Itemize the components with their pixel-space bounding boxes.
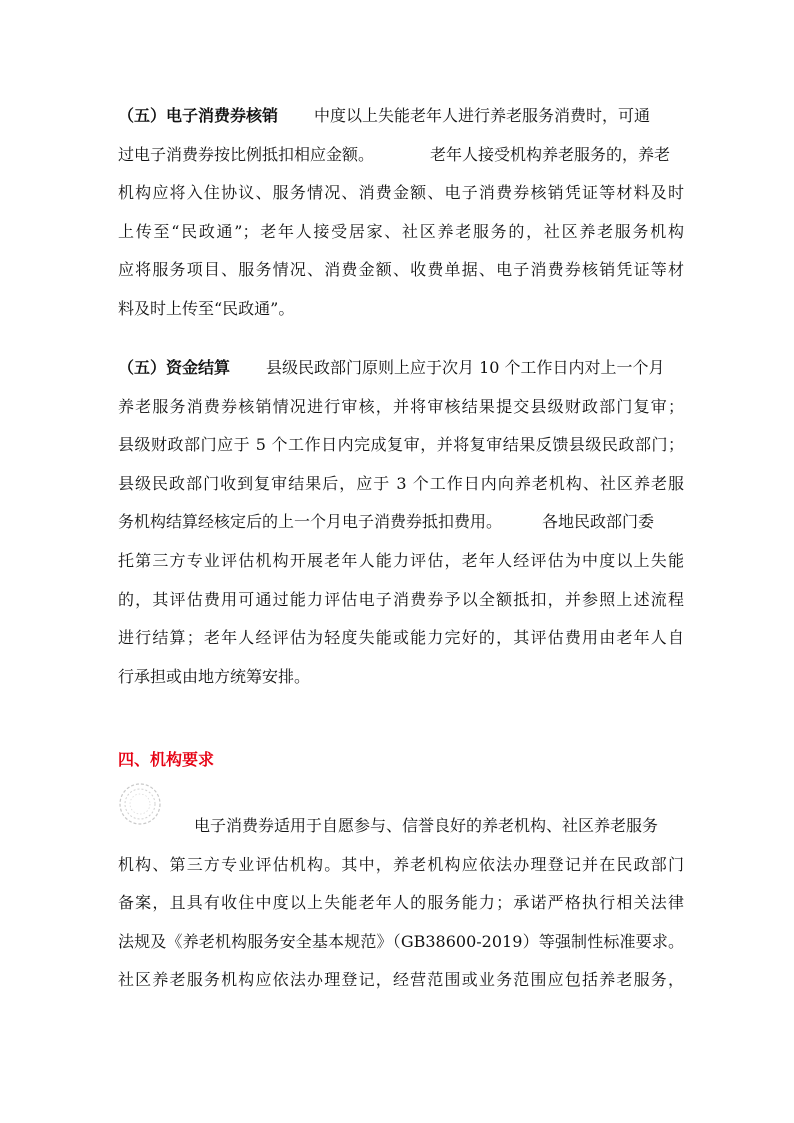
paragraph-line: 行承担或由地方统筹安排。 — [118, 666, 311, 686]
paragraph-line: 应将服务项目、服务情况、消费金额、收费单据、电子消费券核销凭证等材 — [118, 260, 684, 280]
paragraph-line — [118, 503, 684, 542]
text-span: 老年人接受机构养老服务的，养老 — [430, 144, 671, 164]
paragraph-line: 备案，且具有收住中度以上失能老年人的服务能力；承诺严格执行相关法律 — [118, 893, 684, 913]
text-span: 过电子消费券按比例抵扣相应金额。 — [118, 144, 375, 164]
paragraph-line: 县级财政部门应于 5 个工作日内完成复审，并将复审结果反馈县级民政部门； — [118, 435, 684, 455]
section-title: （五）电子消费券核销 — [118, 106, 279, 125]
section-institution-requirements — [118, 807, 684, 1000]
paragraph-line: 法规及《养老机构服务安全基本规范》（GB38600-2019）等强制性标准要求。 — [118, 931, 684, 951]
section-heading: 四、机构要求 — [118, 750, 215, 769]
paragraph-line: 机构应将入住协议、服务情况、消费金额、电子消费券核销凭证等材料及时 — [118, 183, 684, 203]
paragraph-line — [118, 349, 684, 388]
paragraph-line: 的，其评估费用可通过能力评估电子消费券予以全额抵扣，并参照上述流程 — [118, 589, 684, 609]
paragraph-line: 县级民政部门收到复审结果后，应于 3 个工作日内向养老机构、社区养老服 — [118, 473, 684, 493]
section-voucher-redemption — [118, 97, 684, 329]
section-fund-settlement — [118, 349, 684, 696]
text-span: 务机构结算经核定后的上一个月电子消费券抵扣费用。 — [118, 512, 503, 532]
text-span: 中度以上失能老年人进行养老服务消费时，可通 — [314, 106, 651, 125]
section-title: （五）资金结算 — [118, 358, 231, 377]
text-span: 电子消费券适用于自愿参与、信誉良好的养老机构、社区养老服务 — [194, 816, 659, 835]
text-span: 各地民政部门委 — [542, 512, 655, 532]
text-span: 县级民政部门原则上应于次月 10 个工作日内对上一个月 — [266, 358, 665, 377]
paragraph-line — [118, 807, 684, 846]
paragraph-line: 机构、第三方专业评估机构。其中，养老机构应依法办理登记并在民政部门 — [118, 854, 684, 874]
paragraph-line: 进行结算；老年人经评估为轻度失能或能力完好的，其评估费用由老年人自 — [118, 628, 684, 648]
paragraph-line: 社区养老服务机构应依法办理登记，经营范围或业务范围应包括养老服务， — [118, 970, 684, 990]
paragraph-line: 料及时上传至“民政通”。 — [118, 298, 295, 318]
paragraph-line: 养老服务消费券核销情况进行审核，并将审核结果提交县级财政部门复审； — [118, 396, 684, 416]
paragraph-line — [118, 97, 684, 136]
paragraph-line: 托第三方专业评估机构开展老年人能力评估，老年人经评估为中度以上失能 — [118, 550, 684, 570]
paragraph-line — [118, 136, 684, 175]
paragraph-line: 上传至“民政通”；老年人接受居家、社区养老服务的，社区养老服务机构 — [118, 221, 684, 241]
